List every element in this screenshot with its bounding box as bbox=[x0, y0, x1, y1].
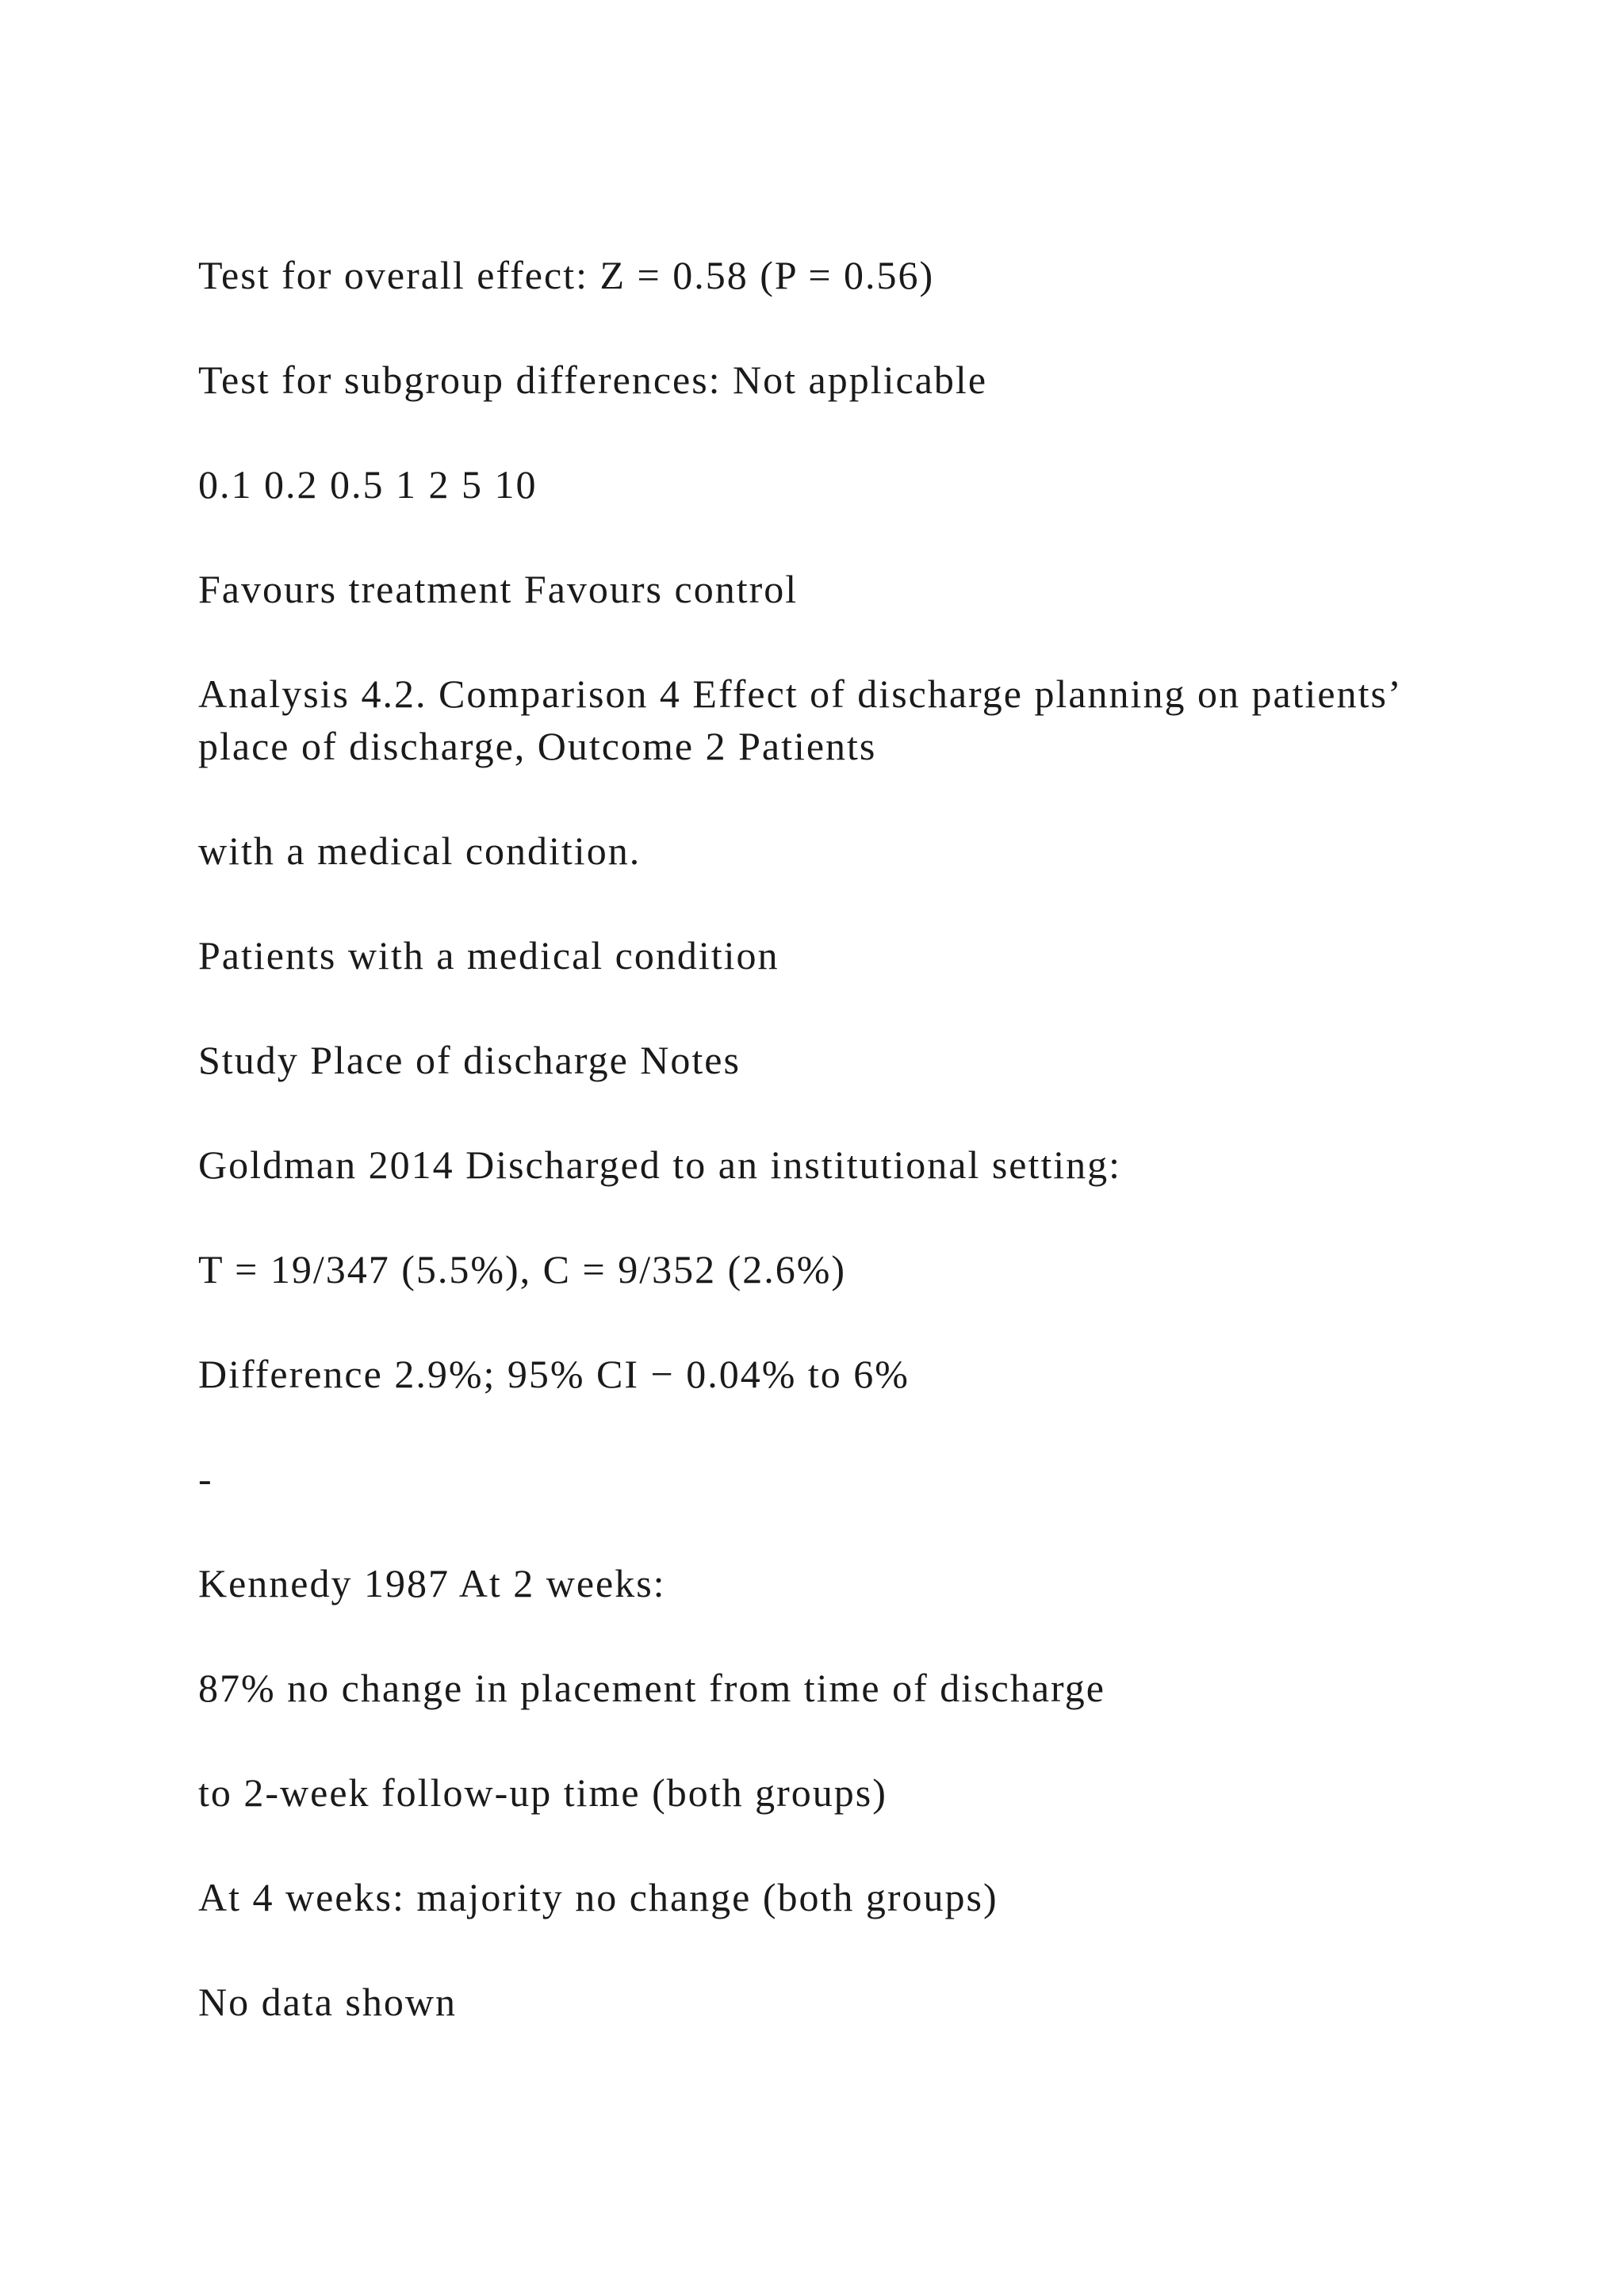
kennedy-no-change: 87% no change in placement from time of discharge bbox=[198, 1666, 1105, 1710]
goldman-notes: - bbox=[198, 1456, 213, 1501]
subheading: Patients with a medical condition bbox=[198, 933, 779, 978]
subgroup-differences-line: Test for subgroup differences: Not applicable bbox=[198, 358, 988, 402]
goldman-counts: T = 19/347 (5.5%), C = 9/352 (2.6%) bbox=[198, 1247, 847, 1292]
goldman-study-row: Goldman 2014 Discharged to an institutional setting: bbox=[198, 1142, 1122, 1187]
kennedy-four-weeks: At 4 weeks: majority no change (both groups) bbox=[198, 1875, 998, 1919]
goldman-difference: Difference 2.9%; 95% CI − 0.04% to 6% bbox=[198, 1352, 910, 1396]
axis-ticks-line: 0.1 0.2 0.5 1 2 5 10 bbox=[198, 462, 538, 507]
kennedy-study-row: Kennedy 1987 At 2 weeks: bbox=[198, 1561, 666, 1605]
analysis-title-continuation: with a medical condition. bbox=[198, 828, 642, 873]
favours-labels-line: Favours treatment Favours control bbox=[198, 567, 799, 611]
kennedy-followup: to 2-week follow-up time (both groups) bbox=[198, 1770, 887, 1815]
table-header: Study Place of discharge Notes bbox=[198, 1038, 741, 1082]
overall-effect-line: Test for overall effect: Z = 0.58 (P = 0.56) bbox=[198, 253, 935, 297]
analysis-title: Analysis 4.2. Comparison 4 Effect of discharge planning on patients’ place of discharge, Outcome 2 Patients bbox=[198, 672, 1400, 768]
kennedy-notes: No data shown bbox=[198, 1980, 457, 2024]
